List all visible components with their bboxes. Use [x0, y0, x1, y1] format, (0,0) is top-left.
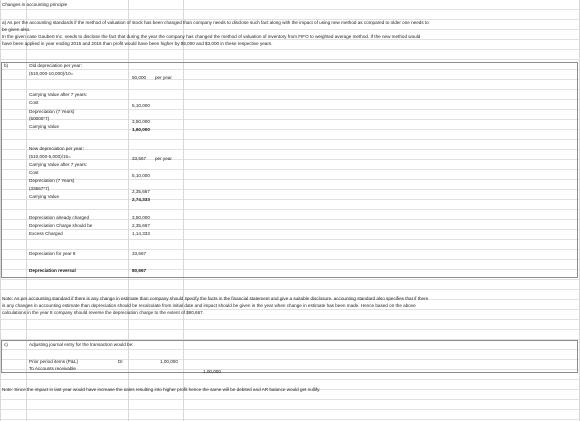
cv-label: Carrying Value: [29, 124, 60, 129]
old-dep-value[interactable]: 50,000: [132, 75, 147, 80]
part-c-heading: Adjusting journal entry for the transaction would be:: [29, 342, 134, 347]
old-dep-formula: (510,000-10,000)/10=: [29, 71, 74, 76]
part-a-line-3: In the given case Gaubert Inc. needs to disclose the fact that during the year the company has changed the method of valuation of inventory from FIFO to weighted average method. If the new method would: [2, 34, 421, 39]
part-b-label: b): [4, 63, 9, 68]
excess-value[interactable]: 1,14,333: [132, 231, 150, 236]
old-dep-unit: per year: [155, 75, 172, 80]
cv2-value[interactable]: 2,74,333: [132, 197, 150, 202]
year8-label: Depreciation for year 8: [29, 251, 76, 256]
new-dep-label: New depreciation per year:: [29, 146, 84, 151]
excess-label: Excess Charged: [29, 231, 63, 236]
note2-text: Note: Since the impact in last year would have increase the sales resulting into higher profit hence the same will be debited and AR balance would get nullify.: [2, 387, 321, 392]
part-c-label: c): [4, 342, 8, 347]
cost-label: Cost: [29, 100, 39, 105]
reversal-value[interactable]: 80,667: [132, 268, 147, 273]
cv-value[interactable]: 1,60,000: [132, 127, 150, 132]
dep7-formula: (50000*7): [29, 116, 50, 121]
note1-line-3: calculations in the year 8 company should reverse the depreciation charge to the extent of $80,667.: [2, 310, 204, 315]
dep7b-formula: (33667*7): [29, 186, 50, 191]
part-a-line-1: a) As per the accounting standards if the method of valuation of stock has been changed than company needs to disclose such fact along with the impact of using new method as compared to older one needs to: [2, 20, 429, 25]
dep7b-label: Depreciation (7 Years): [29, 178, 75, 183]
journal-row1-debit[interactable]: 1,00,000: [160, 359, 178, 364]
cost-value[interactable]: 5,10,000: [132, 103, 150, 108]
sheet-title: Changes in accounting principle: [2, 2, 68, 7]
journal-row2-account: To Accounts receivable: [29, 366, 76, 371]
cost2-label: Cost: [29, 170, 39, 175]
new-dep-formula: (510,000-5,000)/15=: [29, 154, 71, 159]
note1-line-1: Note: As per accounting standard if there is any change in estimate than company should specify the facts in the financial statement and give a suitable disclosure. accounting standard also specifies that if there: [2, 296, 429, 301]
reversal-label: Depreciation reversal: [29, 268, 76, 273]
journal-row1-dr: Dr: [118, 359, 123, 364]
charged-value[interactable]: 3,50,000: [132, 215, 150, 220]
year8-value[interactable]: 33,667: [132, 251, 147, 256]
part-a-line-4: have been applied in year ending 2015 and 2016 than profit would have been higher by $5,000 and $3,000 in these respective years.: [2, 41, 273, 46]
part-a-line-2: be given also.: [2, 27, 31, 32]
journal-row1-account: Prior period items (P&L): [29, 359, 79, 364]
part-b-section-border: [1, 62, 578, 278]
dep7-value[interactable]: 3,50,000: [132, 119, 150, 124]
new-dep-value[interactable]: 33,667: [132, 156, 147, 161]
old-dep-label: Old depreciation per year:: [29, 63, 82, 68]
journal-row2-credit[interactable]: 1,00,000: [203, 369, 221, 374]
should-label: Depreciation Charge should be: [29, 223, 93, 228]
should-value[interactable]: 2,35,667: [132, 223, 150, 228]
cost2-value[interactable]: 5,10,000: [132, 173, 150, 178]
cv7b-label: Carrying Value after 7 years:: [29, 162, 88, 167]
note1-line-2: is any changes in accounting estimate than depreciation should be recalculate from initial date and impact should be given in the year when change in estimate has been made. Hence based on the above: [2, 303, 416, 308]
cv7-label: Carrying Value after 7 years:: [29, 92, 88, 97]
dep7-label: Depreciation (7 Years): [29, 109, 75, 114]
cv2-label: Carrying Value: [29, 194, 60, 199]
charged-label: Depreciation already charged: [29, 215, 90, 220]
new-dep-unit: per year: [155, 156, 172, 161]
dep7b-value[interactable]: 2,35,667: [132, 189, 150, 194]
